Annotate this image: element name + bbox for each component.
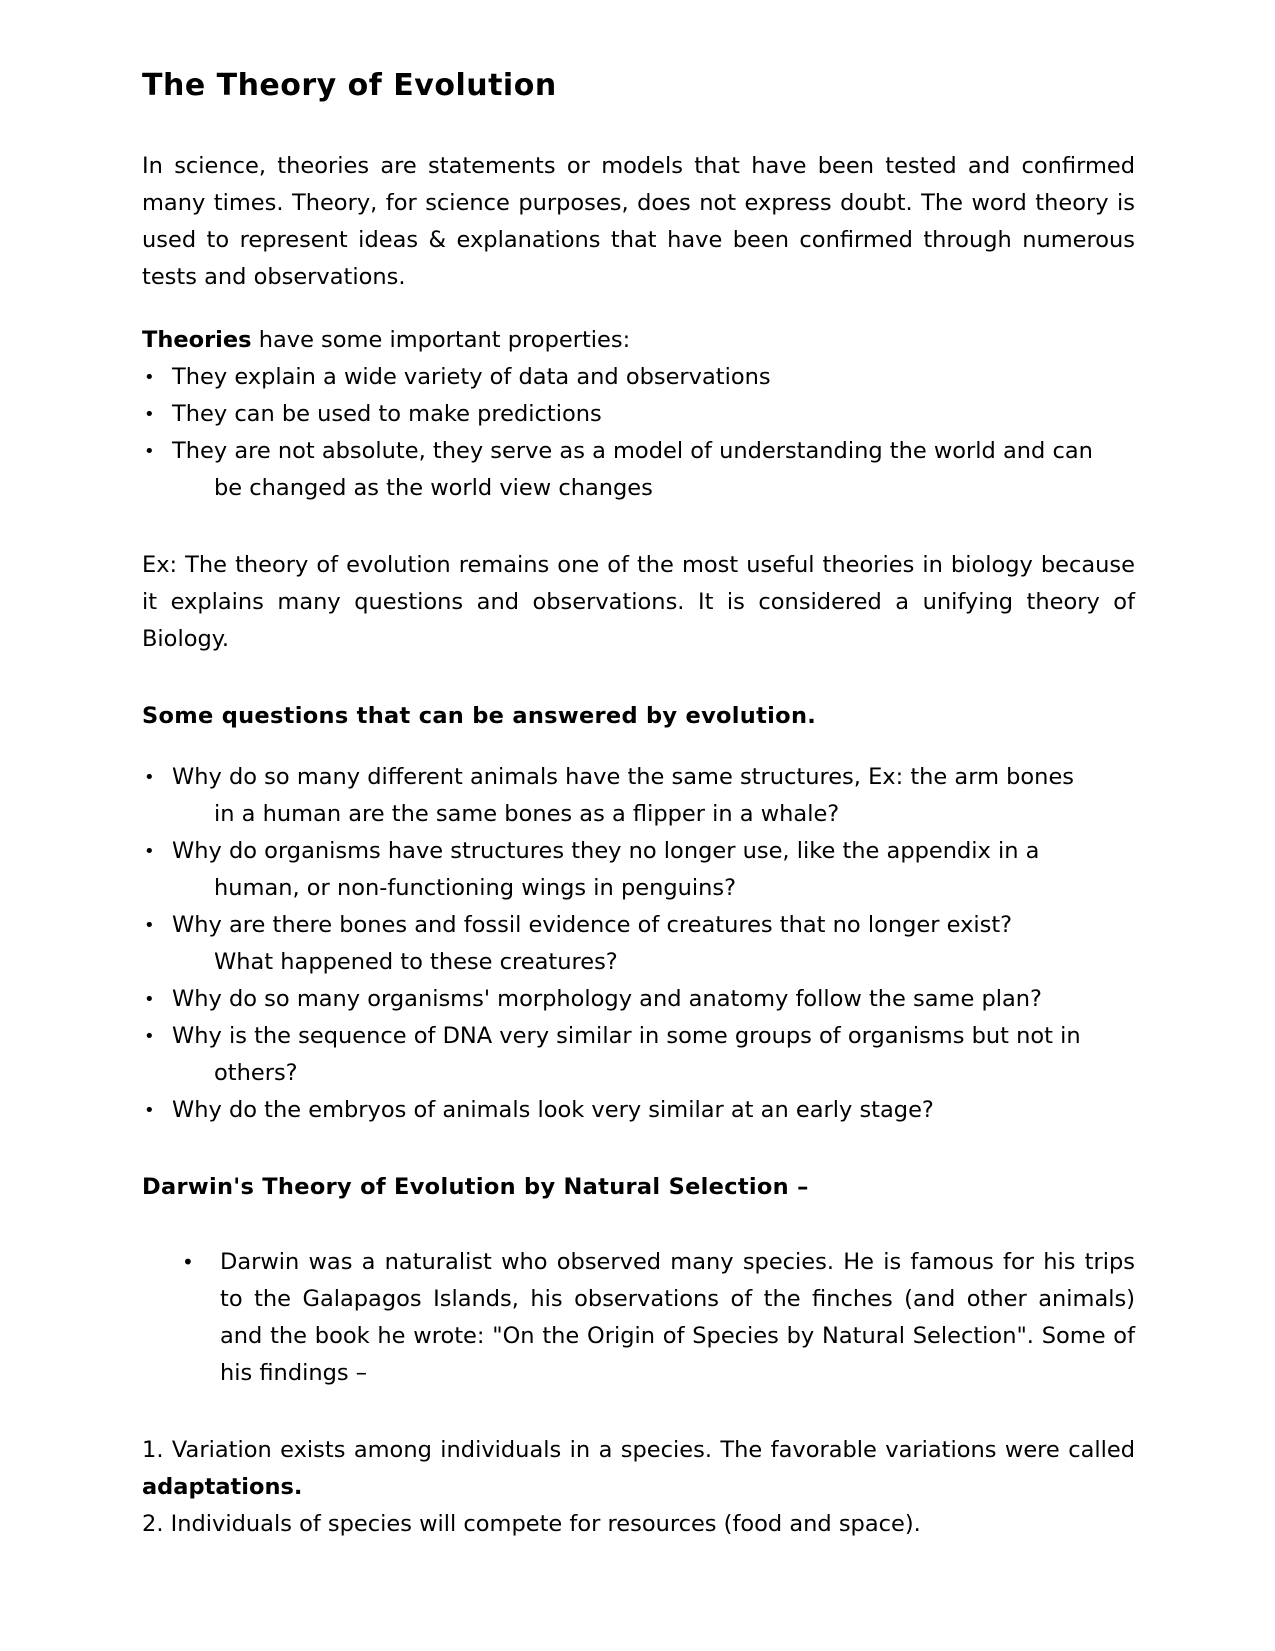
list-item-text: Variation exists among individuals in a species. The favorable variations were called <box>163 1437 1135 1463</box>
list-item <box>142 833 1135 907</box>
list-item-text: Why do the embryos of animals look very similar at an early stage? <box>172 1097 934 1123</box>
page-title: The Theory of Evolution <box>142 68 557 103</box>
list-item-text: Darwin was a naturalist who observed many species. He is famous for his trips to the Galapagos Islands, his observations of the finches (and other animals) and the book he wrote: "On the Origin of Species by Natural Selection". Some of his findings – <box>220 1249 1135 1386</box>
list-item-text: Why are there bones and fossil evidence of creatures that no longer exist? <box>172 912 1013 938</box>
intro-paragraph: In science, theories are statements or models that have been tested and confirmed many times. Theory, for science purposes, does not express doubt. The word theory is used to represent ideas & explanations that have been confirmed through numerous tests and observations. <box>142 153 1135 290</box>
questions-list <box>142 759 1135 1129</box>
list-item <box>142 907 1135 981</box>
bullet-icon: • <box>144 367 155 388</box>
bullet-icon: • <box>144 915 155 936</box>
properties-lead-rest: have some important properties: <box>251 327 631 353</box>
properties-lead-bold: Theories <box>142 327 252 353</box>
list-item-text: They can be used to make predictions <box>172 401 602 427</box>
list-item <box>142 1018 1135 1092</box>
list-item <box>182 1244 1135 1392</box>
list-item <box>142 1506 1135 1543</box>
bullet-icon: • <box>144 1026 155 1047</box>
example-paragraph: Ex: The theory of evolution remains one of the most useful theories in biology because it explains many questions and observations. It is considered a unifying theory of Biology. <box>142 552 1135 652</box>
findings-list <box>142 1432 1135 1543</box>
darwin-bullet-list <box>142 1244 1135 1392</box>
list-item <box>142 1432 1135 1506</box>
list-item-text: Why do organisms have structures they no longer use, like the appendix in a <box>172 838 1040 864</box>
list-item-continuation: others? <box>214 1060 298 1086</box>
bullet-icon: • <box>144 1100 155 1121</box>
list-item-text: They are not absolute, they serve as a model of understanding the world and can <box>172 438 1093 464</box>
bullet-icon: • <box>182 1250 194 1274</box>
list-item-continuation: human, or non-functioning wings in penguins? <box>214 875 737 901</box>
list-item-continuation: in a human are the same bones as a flipper in a whale? <box>214 801 840 827</box>
item-number: 2. <box>142 1511 164 1537</box>
list-item-continuation: What happened to these creatures? <box>214 949 618 975</box>
list-item-text: Why do so many different animals have the same structures, Ex: the arm bones <box>172 764 1075 790</box>
questions-heading: Some questions that can be answered by evolution. <box>142 703 817 729</box>
properties-list <box>142 359 1135 507</box>
list-item-text: Individuals of species will compete for resources (food and space). <box>163 1511 921 1537</box>
list-item <box>142 1092 1135 1129</box>
list-item <box>142 359 1135 396</box>
list-item-bold-term: adaptations. <box>142 1474 303 1500</box>
bullet-icon: • <box>144 841 155 862</box>
list-item <box>142 433 1135 507</box>
list-item-continuation: be changed as the world view changes <box>214 475 653 501</box>
list-item-text: Why is the sequence of DNA very similar in some groups of organisms but not in <box>172 1023 1081 1049</box>
bullet-icon: • <box>144 404 155 425</box>
list-item <box>142 759 1135 833</box>
bullet-icon: • <box>144 989 155 1010</box>
darwin-heading: Darwin's Theory of Evolution by Natural Selection – <box>142 1174 809 1200</box>
list-item <box>142 981 1135 1018</box>
bullet-icon: • <box>144 441 155 462</box>
list-item-text: Why do so many organisms' morphology and anatomy follow the same plan? <box>172 986 1042 1012</box>
list-item-text: They explain a wide variety of data and observations <box>172 364 771 390</box>
properties-lead <box>142 322 1135 359</box>
list-item <box>142 396 1135 433</box>
item-number: 1. <box>142 1437 164 1463</box>
bullet-icon: • <box>144 767 155 788</box>
